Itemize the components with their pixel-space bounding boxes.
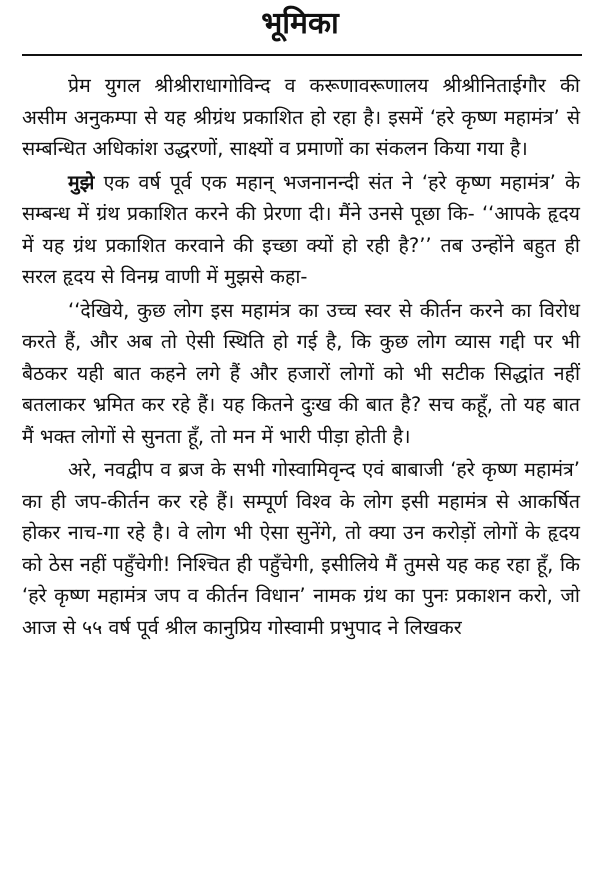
title-underline [22,54,582,56]
paragraph-3-text: ‘‘देखिये, कुछ लोग इस महामंत्र का उच्च स्वर से कीर्तन करने का विरोध करते हैं, और अब तो ऐसी स्थिति हो गई है, कि कुछ लोग व्यास गद्दी पर भी बैठकर यही बात कहने लगे हैं और हजारों लोगों को भी सटीक सिद्धांत नहीं बतलाकर भ्रमित कर रहे हैं। यह कितने दुःख की बात है? सच कहूँ, तो यह बात मैं भक्त लोगों से सुनता हूँ, तो मन में भारी पीड़ा होती है। [22,298,580,448]
paragraph-2-text: एक वर्ष पूर्व एक महान् भजनानन्दी संत ने ‘हरे कृष्ण महामंत्र’ के सम्बन्ध में ग्रंथ प्रकाशित करने की प्रेरणा दी। मैंने उनसे पूछा कि- ‘‘आपके हृदय में यह ग्रंथ प्रकाशित करवाने की इच्छा क्यों हो रही है?’’ तब उन्होंने बहुत ही सरल हृदय से विनम्र वाणी में मुझसे कहा- [22,170,580,288]
page-title: भूमिका [261,6,339,41]
paragraph-4-text: अरे, नवद्वीप व ब्रज के सभी गोस्वामिवृन्द एवं बाबाजी ‘हरे कृष्ण महामंत्र’ का ही जप-कीर्तन कर रहे हैं। सम्पूर्ण विश्व के लोग इसी महामंत्र से आकर्षित होकर नाच-गा रहे है। वे लोग भी ऐसा सुनेंगे, तो क्या उन करोड़ों लोगों के हृदय को ठेस नहीं पहुँचेगी! निश्चित ही पहुँचेगी, इसीलिये मैं तुमसे यह कह रहा हूँ, कि ‘हरे कृष्ण महामंत्र जप व कीर्तन विधान’ नामक ग्रंथ का पुनः प्रकाशन करो, जो आज से ५५ वर्ष पूर्व श्रील कानुप्रिय गोस्वामी प्रभुपाद ने लिखकर [22,458,580,639]
paragraph-2 [22,167,580,293]
body-text [22,70,580,645]
paragraph-4 [22,454,580,643]
paragraph-1-text: प्रेम युगल श्रीश्रीराधागोविन्द व करूणावरूणालय श्रीश्रीनिताईगौर की असीम अनुकम्पा से यह श्रीग्रंथ प्रकाशित हो रहा है। इसमें ‘हरे कृष्ण महामंत्र’ से सम्बन्धित अधिकांश उद्धरणों, साक्ष्यों व प्रमाणों का संकलन किया गया है। [22,74,580,160]
paragraph-3 [22,295,580,453]
paragraph-2-bold-lead: मुझे [68,170,95,194]
paragraph-1 [22,70,580,165]
